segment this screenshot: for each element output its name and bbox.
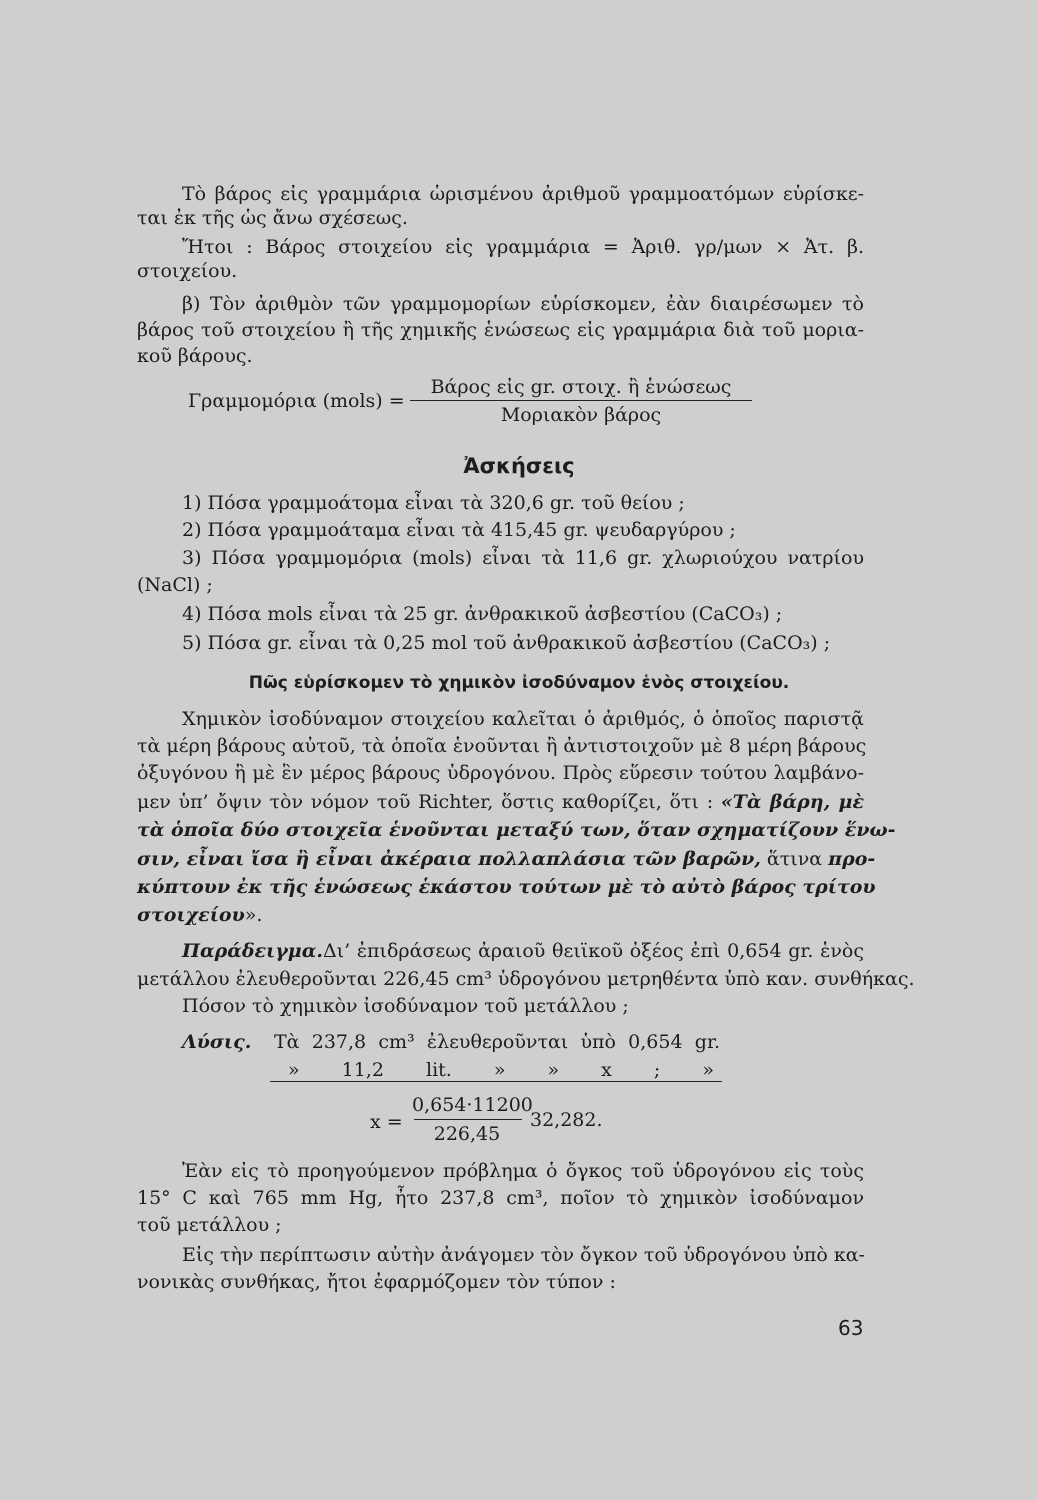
- text-line: β) Τὸν ἀριθμὸν τῶν γραμμομορίων εὑρίσκομεν, ἐὰν διαιρέσωμεν τὸ: [182, 293, 864, 315]
- formula-numerator: 0,654·11200: [412, 1094, 533, 1116]
- richter-law-line: [137, 847, 876, 871]
- richter-law-start: «Τὰ βάρη, μὲ: [720, 791, 864, 813]
- solution-row: Τὰ 237,8 cm³ ἐλευθεροῦνται ὑπὸ 0,654 gr.: [274, 1031, 720, 1053]
- text-line: βάρος τοῦ στοιχείου ἢ τῆς χημικῆς ἑνώσεως εἰς γραμμάρια διὰ τοῦ μορια-: [137, 319, 864, 341]
- formula-denominator: Μοριακὸν βάρος: [500, 404, 662, 426]
- formula-lhs: Γραμμομόρια (mols) =: [188, 390, 405, 412]
- text-span: σιν, εἶναι ἴσα ἢ εἶναι ἀκέραια πολλαπλάσια τῶν βαρῶν,: [137, 848, 761, 870]
- formula-result: 32,282.: [530, 1109, 603, 1131]
- exercise-item: (NaCl) ;: [137, 574, 213, 596]
- richter-law-line: κύπτουν ἐκ τῆς ἑνώσεως ἑκάστου τούτων μὲ τὸ αὐτὸ βάρος τρίτου: [137, 876, 876, 898]
- section-heading: Πῶς εὑρίσκομεν τὸ χημικὸν ἰσοδύναμον ἑνὸς στοιχείου.: [248, 673, 790, 693]
- text-line: Ἤτοι : Βάρος στοιχείου εἰς γραμμάρια = Ἀριθ. γρ/μων × Ἀτ. β.: [182, 236, 864, 258]
- exercise-item: 2) Πόσα γραμμοάταμα εἶναι τὰ 415,45 gr. ψευδαργύρου ;: [182, 519, 736, 541]
- text-line: [137, 790, 864, 814]
- text-line: νονικὰς συνθήκας, ἤτοι ἐφαρμόζομεν τὸν τύπον :: [137, 1271, 616, 1293]
- text-line: ται ἐκ τῆς ὡς ἄνω σχέσεως.: [137, 207, 408, 229]
- text-line: Εἰς τὴν περίπτωσιν αὐτὴν ἀνάγομεν τὸν ὄγκον τοῦ ὑδρογόνου ὑπὸ κα-: [182, 1244, 865, 1266]
- richter-law-end: [137, 903, 262, 927]
- formula-denominator: 226,45: [433, 1123, 501, 1145]
- exercise-item: 1) Πόσα γραμμοάτομα εἶναι τὰ 320,6 gr. τοῦ θείου ;: [182, 492, 685, 514]
- text-line: κοῦ βάρους.: [137, 345, 253, 367]
- text-line: ὀξυγόνου ἢ μὲ ἓν μέρος βάρους ὑδρογόνου. Πρὸς εὕρεσιν τούτου λαμβάνο-: [137, 762, 864, 784]
- x-lhs: x =: [370, 1111, 403, 1133]
- text-line: τοῦ μετάλλου ;: [137, 1214, 282, 1236]
- example-label: Παράδειγμα.: [182, 940, 323, 962]
- text-span: ἅτινα: [766, 848, 823, 870]
- text-line: στοιχείου.: [137, 260, 238, 282]
- text-span: στοιχείου: [137, 904, 245, 926]
- text-line: μετάλλου ἐλευθεροῦνται 226,45 cm³ ὑδρογόνου μετρηθέντα ὑπὸ καν. συνθήκας.: [137, 968, 915, 990]
- exercise-item: 3) Πόσα γραμμομόρια (mols) εἶναι τὰ 11,6 gr. χλωριούχου νατρίου: [182, 547, 864, 569]
- exercise-item: 5) Πόσα gr. εἶναι τὰ 0,25 mol τοῦ ἀνθρακικοῦ ἀσβεστίου (CaCO₃) ;: [182, 632, 831, 654]
- exercise-item: 4) Πόσα mols εἶναι τὰ 25 gr. ἀνθρακικοῦ ἀσβεστίου (CaCO₃) ;: [182, 603, 783, 625]
- underline-rule: [270, 1081, 722, 1082]
- example-line: [182, 939, 864, 963]
- text-line: Χημικὸν ἰσοδύναμον στοιχείου καλεῖται ὁ ἀριθμός, ὁ ὁποῖος παριστᾷ: [182, 708, 864, 730]
- fraction-bar: [414, 1119, 522, 1120]
- page-number: 63: [838, 1316, 864, 1340]
- text-line: Τὸ βάρος εἰς γραμμάρια ὡρισμένου ἀριθμοῦ γραμμοατόμων εὑρίσκε-: [182, 183, 864, 205]
- text-span: Δι’ ἐπιδράσεως ἀραιοῦ θειϊκοῦ ὀξέος ἐπὶ 0,654 gr. ἑνὸς: [322, 940, 864, 962]
- text-span: μεν ὑπ’ ὄψιν τὸν νόμον τοῦ Richter, ὅστις καθορίζει, ὅτι :: [137, 791, 714, 813]
- richter-law-line: τὰ ὁποῖα δύο στοιχεῖα ἑνοῦνται μεταξύ των, ὅταν σχηματίζουν ἕνω-: [137, 819, 896, 841]
- text-line: Ἐὰν εἰς τὸ προηγούμενον πρόβλημα ὁ ὄγκος τοῦ ὑδρογόνου εἰς τοὺς: [182, 1160, 864, 1182]
- text-span: ».: [244, 904, 263, 926]
- text-line: Πόσον τὸ χημικὸν ἰσοδύναμον τοῦ μετάλλου ;: [182, 995, 629, 1017]
- exercises-title: Ἀσκήσεις: [463, 454, 575, 478]
- text-line: τὰ μέρη βάρους αὐτοῦ, τὰ ὁποῖα ἑνοῦνται ἢ ἀντιστοιχοῦν μὲ 8 μέρη βάρους: [137, 735, 867, 757]
- solution-row: » 11,2 lit. » » x ; »: [288, 1059, 714, 1081]
- text-span: προ-: [828, 848, 876, 870]
- solution-label: Λύσις.: [182, 1031, 252, 1053]
- fraction-bar: [410, 400, 752, 401]
- formula-numerator: Βάρος εἰς gr. στοιχ. ἢ ἑνώσεως: [430, 376, 732, 398]
- text-line: 15° C καὶ 765 mm Hg, ἦτο 237,8 cm³, ποῖον τὸ χημικὸν ἰσοδύναμον: [137, 1187, 864, 1209]
